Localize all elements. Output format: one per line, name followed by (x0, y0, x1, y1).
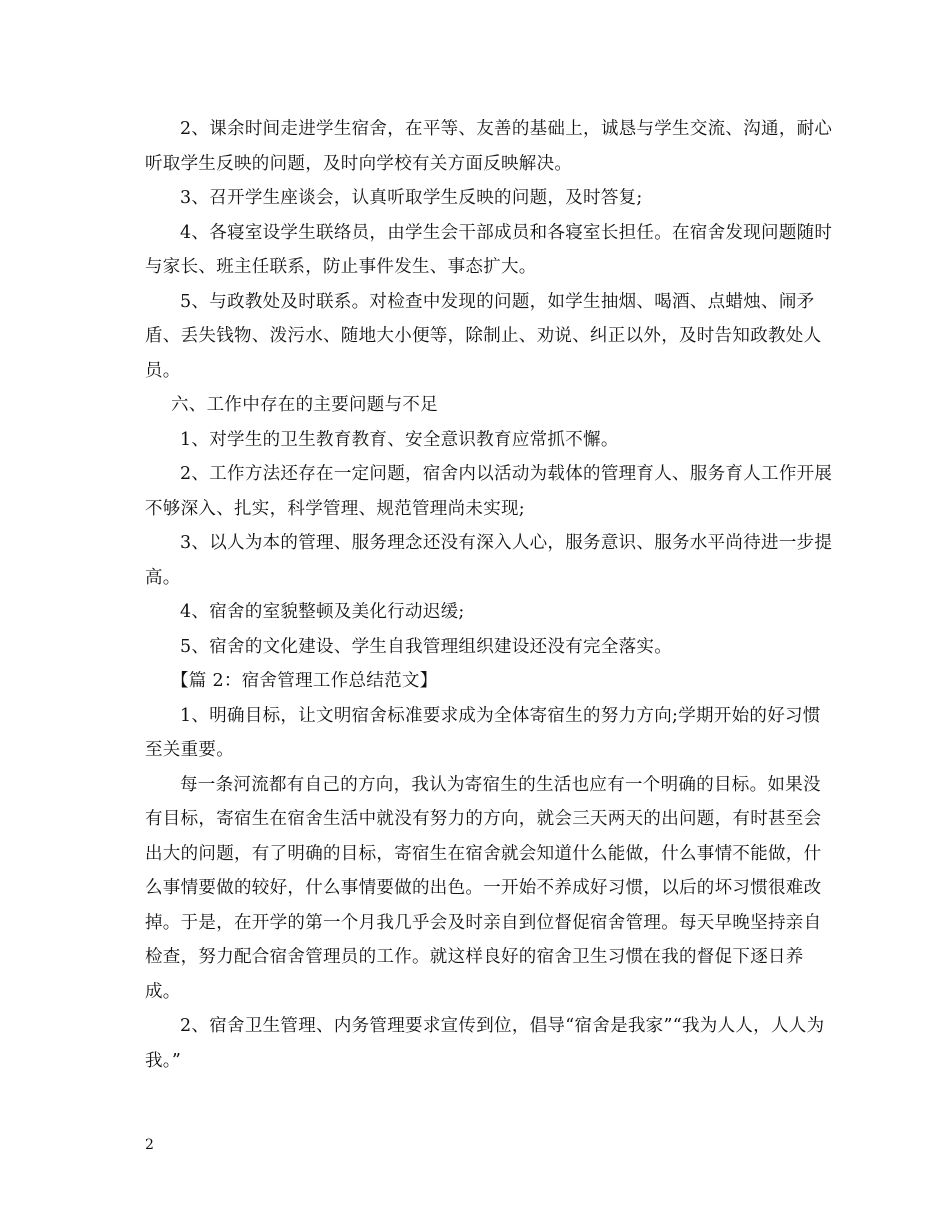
paragraph-hygiene-promotion: 2、宿舍卫生管理、内务管理要求宣传到位，倡导“宿舍是我家”“我为人人，人人为我。” (145, 1016, 825, 1071)
paragraph-student-forum: 3、召开学生座谈会，认真听取学生反映的问题，及时答复; (180, 188, 643, 208)
section-heading-article-2: 【篇 2：宿舍管理工作总结范文】 (171, 671, 438, 691)
paragraph-problem-3: 3、以人为本的管理、服务理念还没有深入人心，服务意识、服务水平尚待进一步提高。 (145, 533, 833, 588)
paragraph-problem-5: 5、宿舍的文化建设、学生自我管理组织建设还没有完全落实。 (180, 636, 673, 657)
paragraph-river-metaphor: 每一条河流都有自己的方向，我认为寄宿生的生活也应有一个明确的目标。如果没有目标，寄宿生在宿舍生活中就没有努力的方向，就会三天两天的出问题，有时甚至会出大的问题，有了明确的目标，寄宿生在宿舍就会知道什么能做，什么事情不能做，什么事情要做的较好，什么事情要做的出色。一开始不养成好习惯，以后的坏习惯很难改掉。于是，在开学的第一个月我几乎会及时亲自到位督促宿舍管理。每天早晚坚持亲自检查，努力配合宿舍管理员的工作。就这样良好的宿舍卫生习惯在我的督促下逐日养成。 (145, 774, 822, 1002)
paragraph-problem-4: 4、宿舍的室貌整顿及美化行动迟缓; (180, 602, 465, 622)
paragraph-problem-1: 1、对学生的卫生教育教育、安全意识教育应常抓不懈。 (180, 429, 619, 450)
paragraph-political-office: 5、与政教处及时联系。对检查中发现的问题，如学生抽烟、喝酒、点蜡烛、闹矛盾、丢失钱物、泼污水、随地大小便等，除制止、劝说、纠正以外，及时告知政教处人员。 (145, 291, 822, 381)
page-number: 2 (145, 1137, 154, 1153)
paragraph-dorm-visits: 2、课余时间走进学生宿舍，在平等、友善的基础上，诚恳与学生交流、沟通，耐心听取学生反映的问题，及时向学校有关方面反映解决。 (145, 119, 833, 174)
paragraph-problem-2: 2、工作方法还存在一定问题，宿舍内以活动为载体的管理育人、服务育人工作开展不够深入、扎实，科学管理、规范管理尚未实现; (145, 464, 833, 519)
section-heading-problems: 六、工作中存在的主要问题与不足 (171, 395, 438, 415)
paragraph-goal: 1、明确目标，让文明宿舍标准要求成为全体寄宿生的努力方向;学期开始的好习惯至关重要。 (145, 705, 821, 760)
paragraph-liaison: 4、各寝室设学生联络员，由学生会干部成员和各寝室长担任。在宿舍发现问题随时与家长、班主任联系，防止事件发生、事态扩大。 (145, 222, 833, 277)
document-body (145, 112, 835, 1078)
